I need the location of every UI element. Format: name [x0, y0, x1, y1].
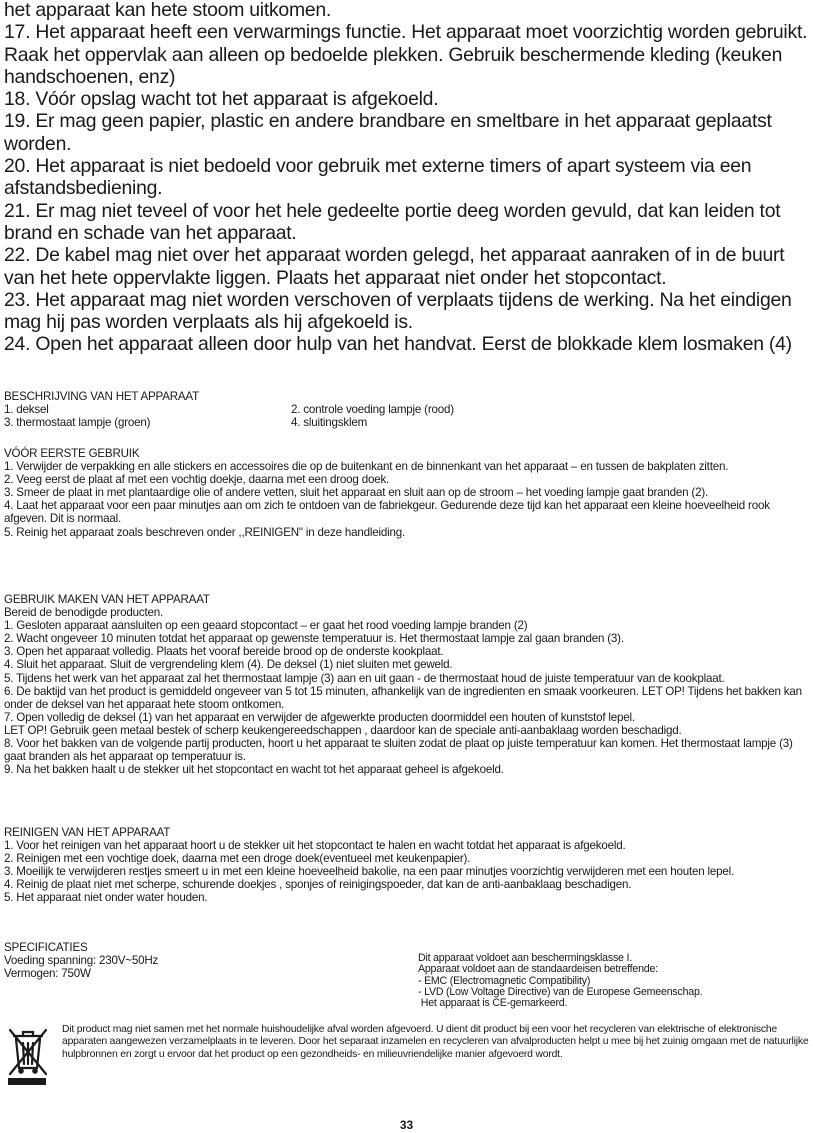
crossed-out-wheelie-bin-icon — [4, 1024, 50, 1086]
list-item: 8. Voor het bakken van de volgende partij producten, hoort u het apparaat te sluiten zodat de plaat op juiste temperatuur kan komen. Het thermostaat lampje (3) gaat branden als het apparaat op temperatuur is. — [4, 737, 793, 764]
weee-notice — [4, 1024, 809, 1084]
description-section — [4, 390, 809, 429]
list-item: 1. Gesloten apparaat aansluiten op een geaard stopcontact – er gaat het rood voeding lampje branden (2) — [4, 619, 528, 633]
warning-item: 17. Het apparaat heeft een verwarmings functie. Het apparaat moet voorzichtig worden gebruikt. Raak het oppervlak aan alleen op bedoelde plekken. Gebruik beschermende kleding (keuken handschoenen, enz) — [4, 21, 808, 88]
compliance-line: - EMC (Electromagnetic Compatibility) — [418, 974, 591, 987]
page-number: 33 — [399, 1118, 414, 1132]
list-item: 4. Laat het apparaat voor een paar minutjes aan om zich te ontdoen van de fabriekgeur. Gedurende deze tijd kan het apparaat een kleine hoeveelheid rook afgeven. Dit is normaal. — [4, 499, 770, 526]
spec-item: Voeding spanning: 230V~50Hz — [4, 954, 159, 968]
section-heading: REINIGEN VAN HET APPARAAT — [4, 826, 171, 839]
part-item: 4. sluitingsklem — [291, 416, 368, 430]
list-item: 3. Smeer de plaat in met plantaardige olie of andere vetten, sluit het apparaat en sluit aan op de stroom – het voeding lampje gaat branden (2). — [4, 486, 709, 500]
list-item: 2. Wacht ongeveer 10 minuten totdat het apparaat op gewenste temperatuur is. Het thermostaat lampje zal gaan branden (3). — [4, 632, 624, 646]
list-item: 1. Voor het reinigen van het apparaat hoort u de stekker uit het stopcontact te halen en wacht totdat het apparaat is afgekoeld. — [4, 839, 626, 853]
list-item: 2. Reinigen met een vochtige doek, daarna met een droge doek(eventueel met keukenpapier). — [4, 852, 471, 866]
list-item: 3. Open het apparaat volledig. Plaats het vooraf bereide brood op de onderste kookplaat. — [4, 645, 444, 659]
compliance-block — [418, 953, 808, 1009]
parts-list — [4, 403, 809, 429]
compliance-line: Het apparaat is CE-gemarkeerd. — [418, 997, 568, 1010]
compliance-line: Dit apparaat voldoet aan beschermingsklasse I. — [418, 952, 632, 964]
warning-item: 24. Open het apparaat alleen door hulp van het handvat. Eerst de blokkade klem losmaken (4) — [4, 333, 792, 356]
section-heading: GEBRUIK MAKEN VAN HET APPARAAT — [4, 593, 210, 606]
list-item: 6. De baktijd van het product is gemiddeld ongeveer van 5 tot 15 minuten, afhankelijk van de ingredienten en smaak voorkeuren. LET OP! Tijdens het bakken kan onder de deksel van het apparaat hete stoom ontkomen. — [4, 684, 802, 711]
warning-item: het apparaat kan hete stoom uitkomen. — [4, 0, 332, 21]
list-item: 5. Reinig het apparaat zoals beschreven onder ,,REINIGEN" in deze handleiding. — [4, 525, 405, 539]
spec-item: Vermogen: 750W — [4, 967, 91, 981]
first-use-section — [4, 447, 809, 539]
list-item: 3. Moeilijk te verwijderen restjes smeert u in met een kleine hoeveelheid bakolie, na een paar minutjes voorzichtig verwijderen met een houten lepel. — [4, 865, 735, 879]
list-item: 2. Veeg eerst de plaat af met een vochtig doekje, daarna met een droog doek. — [4, 473, 390, 487]
warning-item: 20. Het apparaat is niet bedoeld voor gebruik met externe timers of apart systeem via een afstandsbediening. — [4, 155, 752, 200]
weee-paragraph: Dit product mag niet samen met het normale huishoudelijke afval worden afgevoerd. U dient dit product bij een voor het recycleren van elektrische of elektronische apparaten aangewezen verzamelplaats in te leveren. Door het separaat inzamelen en recycleren van afvalproducten helpt u mee bij het zuinig omgaan met de natuurlijke hulpbronnen en zorgt u ervoor dat het product op een gezondheids- en milieuvriendelijke manier afgevoerd wordt. — [62, 1024, 809, 1060]
warning-item: 21. Er mag niet teveel of voor het hele gedeelte portie deeg worden gevuld, dat kan leiden tot brand en schade van het apparaat. — [4, 199, 781, 244]
warning-item: 22. De kabel mag niet over het apparaat worden gelegd, het apparaat aanraken of in de buurt van het hete oppervlakte liggen. Plaats het apparaat niet onder het stopcontact. — [4, 244, 785, 289]
part-item: 1. deksel — [4, 403, 49, 417]
warning-item: 19. Er mag geen papier, plastic en andere brandbare en smeltbare in het apparaat geplaatst worden. — [4, 110, 772, 155]
compliance-line: - LVD (Low Voltage Directive) van de Europese Gemeenschap. — [418, 985, 703, 998]
list-item: 4. Sluit het apparaat. Sluit de vergrendeling klem (4). De deksel (1) niet sluiten met geweld. — [4, 658, 453, 672]
list-item: 5. Tijdens het werk van het apparaat zal het thermostaat lampje (3) aan en uit gaan - de thermostaat houd de juiste temperatuur van de kookplaat. — [4, 671, 725, 685]
cleaning-section — [4, 826, 809, 905]
section-heading: SPECIFICATIES — [4, 941, 88, 954]
list-item: 5. Het apparaat niet onder water houden. — [4, 891, 208, 905]
list-item: 4. Reinig de plaat niet met scherpe, schurende doekjes , sponjes of reinigingspoeder, dat kan de anti-aanbaklaag beschadigen. — [4, 878, 632, 892]
list-item: LET OP! Gebruik geen metaal bestek of scherp keukengereedschappen , daardoor kan de speciale anti-aanbaklaag worden beschadigd. — [4, 723, 682, 737]
compliance-line: Apparaat voldoet aan de standaardeisen betreffende: — [418, 963, 658, 976]
usage-section — [4, 593, 809, 776]
weee-text — [62, 1024, 813, 1061]
list-item: 9. Na het bakken haalt u de stekker uit het stopcontact en wacht tot het apparaat geheel is afgekoeld. — [4, 763, 504, 777]
list-item: 1. Verwijder de verpakking en alle stickers en accessoires die op de buitenkant en de binnenkant van het apparaat – en tussen de bakplaten zitten. — [4, 460, 729, 474]
list-item: 7. Open volledig de deksel (1) van het apparaat en verwijder de afgewerkte producten doormiddel een houten of kunststof lepel. — [4, 710, 635, 724]
warning-item: 18. Vóór opslag wacht tot het apparaat is afgekoeld. — [4, 88, 439, 111]
specifications-section — [4, 941, 404, 980]
safety-warnings — [4, 0, 809, 356]
section-heading: VÓÓR EERSTE GEBRUIK — [4, 447, 140, 460]
part-item: 2. controle voeding lampje (rood) — [291, 403, 454, 417]
part-item: 3. thermostaat lampje (groen) — [4, 416, 151, 430]
section-heading: BESCHRIJVING VAN HET APPARAAT — [4, 390, 199, 403]
section-intro: Bereid de benodigde producten. — [4, 606, 164, 620]
warning-item: 23. Het apparaat mag niet worden verschoven of verplaats tijdens de werking. Na het eindigen mag hij pas worden verplaats als hij afgekoeld is. — [4, 288, 792, 334]
